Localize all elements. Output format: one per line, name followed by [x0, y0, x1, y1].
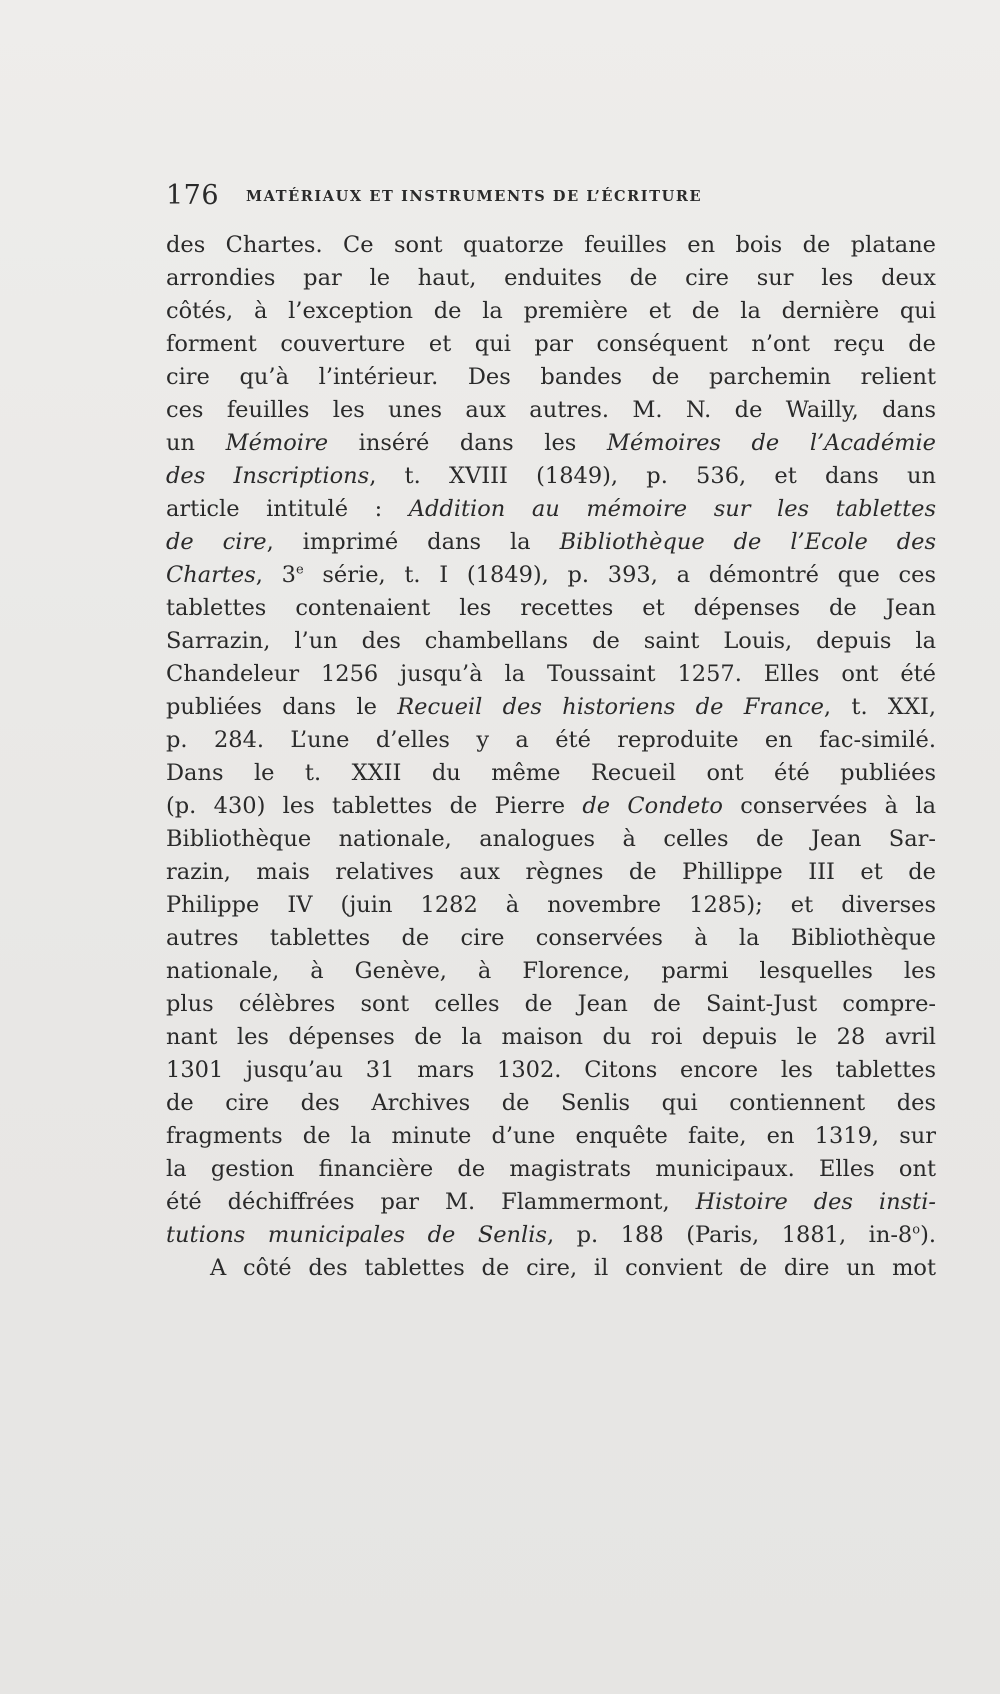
text-line: Bibliothèque nationale, analogues à celles de Jean Sar-	[166, 826, 936, 852]
text-line: fragments de la minute d’une enquête faite, en 1319, sur	[166, 1123, 936, 1149]
text-segment: , p. 188 (Paris, 1881, in-8	[546, 1222, 913, 1248]
page-header	[166, 178, 936, 218]
italic-text: Chartes	[166, 562, 256, 588]
text-line: plus célèbres sont celles de Jean de Saint-Just compre-	[166, 991, 936, 1017]
italic-text: Mémoire	[225, 430, 329, 456]
text-line	[166, 526, 936, 559]
text-line: de cire des Archives de Senlis qui contiennent des	[166, 1090, 936, 1116]
text-line	[166, 1186, 936, 1219]
text-line	[166, 427, 936, 460]
italic-text: Histoire des insti-	[695, 1189, 936, 1215]
text-segment: article intitulé :	[166, 496, 409, 522]
text-line: razin, mais relatives aux règnes de Phillippe III et de	[166, 859, 936, 885]
text-line: côtés, à l’exception de la première et de la dernière qui	[166, 298, 936, 324]
text-segment: , t. XVIII (1849), p. 536, et dans un	[369, 463, 936, 489]
text-line: cire qu’à l’intérieur. Des bandes de parchemin relient	[166, 364, 936, 390]
text-line: nationale, à Genève, à Florence, parmi lesquelles les	[166, 958, 936, 984]
text-segment: publiées dans le	[166, 694, 398, 720]
text-line: A côté des tablettes de cire, il convient de dire un mot	[210, 1255, 936, 1281]
text-line: Philippe IV (juin 1282 à novembre 1285); et diverses	[166, 892, 936, 918]
body-text	[166, 229, 936, 1285]
italic-text: Recueil des historiens de France	[397, 694, 824, 720]
text-line: Dans le t. XXII du même Recueil ont été publiées	[166, 760, 936, 786]
text-line: 1301 jusqu’au 31 mars 1302. Citons encore les tablettes	[166, 1057, 936, 1083]
text-segment: , imprimé dans la	[266, 529, 560, 555]
page-number: 176	[166, 180, 220, 211]
text-segment: été déchiffrées par M. Flammermont,	[166, 1189, 696, 1215]
text-line: autres tablettes de cire conservées à la Bibliothèque	[166, 925, 936, 951]
text-line: arrondies par le haut, enduites de cire sur les deux	[166, 265, 936, 291]
text-line	[166, 790, 936, 823]
text-segment: , 3	[255, 562, 296, 588]
text-line: tablettes contenaient les recettes et dépenses de Jean	[166, 595, 936, 621]
text-line	[166, 559, 936, 592]
text-line	[166, 460, 936, 493]
italic-text: des Inscriptions	[166, 463, 370, 489]
italic-text: Addition au mémoire sur les tablettes	[408, 496, 936, 522]
text-line: forment couverture et qui par conséquent n’ont reçu de	[166, 331, 936, 357]
running-title: MATÉRIAUX ET INSTRUMENTS DE L’ÉCRITURE	[246, 188, 703, 205]
text-segment: série, t. I (1849), p. 393, a démontré que ces	[303, 562, 936, 588]
text-line: Sarrazin, l’un des chambellans de saint Louis, depuis la	[166, 628, 936, 654]
text-line: des Chartes. Ce sont quatorze feuilles en bois de platane	[166, 232, 936, 258]
text-line: la gestion financière de magistrats municipaux. Elles ont	[166, 1156, 936, 1182]
text-line	[166, 493, 936, 526]
italic-text: Bibliothèque de l’Ecole des	[559, 529, 936, 555]
text-line: ces feuilles les unes aux autres. M. N. de Wailly, dans	[166, 397, 936, 423]
text-line: p. 284. L’une d’elles y a été reproduite en fac-similé.	[166, 727, 936, 753]
text-line: Chandeleur 1256 jusqu’à la Toussaint 1257. Elles ont été	[166, 661, 936, 687]
italic-text: de Condeto	[582, 793, 723, 819]
superscript: o	[912, 1222, 921, 1238]
text-segment: conservées à la	[722, 793, 936, 819]
text-line	[166, 691, 936, 724]
text-segment: , t. XXI,	[823, 694, 936, 720]
italic-text: de cire	[166, 529, 267, 555]
text-segment: inséré dans les	[328, 430, 607, 456]
text-segment: un	[166, 430, 226, 456]
text-segment: ).	[920, 1222, 936, 1248]
text-segment: (p. 430) les tablettes de Pierre	[166, 793, 583, 819]
text-line	[166, 1219, 936, 1252]
italic-text: Mémoires de l’Académie	[606, 430, 936, 456]
superscript: e	[295, 562, 304, 578]
italic-text: tutions municipales de Senlis	[166, 1222, 547, 1248]
text-line: nant les dépenses de la maison du roi depuis le 28 avril	[166, 1024, 936, 1050]
